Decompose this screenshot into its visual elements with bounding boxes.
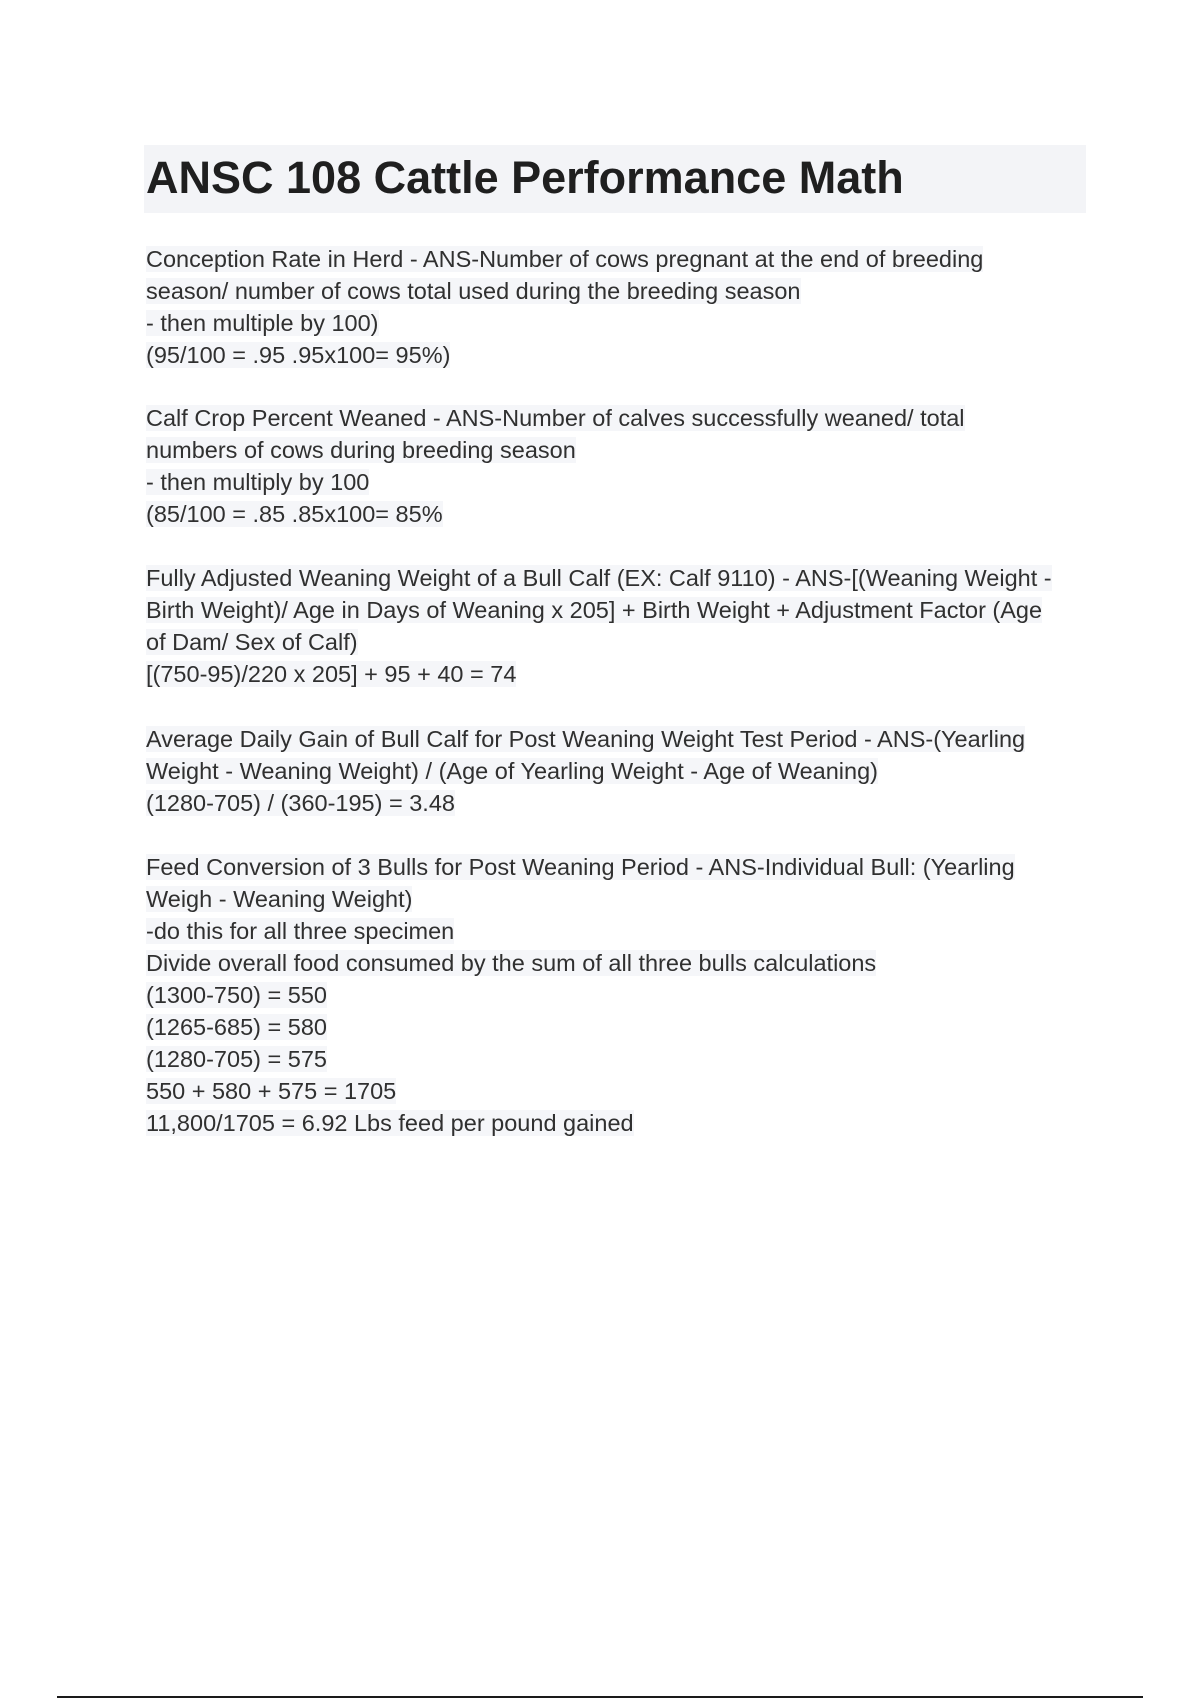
- entry-text-line: of Dam/ Sex of Calf): [146, 629, 358, 655]
- entry-text-line: Weight - Weaning Weight) / (Age of Yearling Weight - Age of Weaning): [146, 758, 878, 784]
- entry-text-line: Divide overall food consumed by the sum of all three bulls calculations: [146, 950, 877, 976]
- entry-text-line: Feed Conversion of 3 Bulls for Post Weaning Period - ANS-Individual Bull: (Yearling: [146, 854, 1015, 880]
- entry-text-line: -do this for all three specimen: [146, 918, 455, 944]
- entry-calf-crop-percent: [146, 402, 1090, 530]
- entry-text-line: Conception Rate in Herd - ANS-Number of cows pregnant at the end of breeding: [146, 246, 984, 272]
- entry-text-line: (1280-705) = 575: [146, 1046, 327, 1072]
- entry-text-line: Fully Adjusted Weaning Weight of a Bull Calf (EX: Calf 9110) - ANS-[(Weaning Weight -: [146, 565, 1052, 591]
- document-title: ANSC 108 Cattle Performance Math: [146, 152, 904, 203]
- entry-text-line: Calf Crop Percent Weaned - ANS-Number of calves successfully weaned/ total: [146, 405, 965, 431]
- entry-text-line: - then multiply by 100: [146, 469, 370, 495]
- entry-text-line: Weigh - Weaning Weight): [146, 886, 413, 912]
- entry-feed-conversion: [146, 851, 1090, 1139]
- entry-text-line: (85/100 = .85 .85x100= 85%: [146, 501, 443, 527]
- entry-text-line: Average Daily Gain of Bull Calf for Post Weaning Weight Test Period - ANS-(Yearling: [146, 726, 1026, 752]
- entry-text-line: 550 + 580 + 575 = 1705: [146, 1078, 397, 1104]
- entry-text-line: numbers of cows during breeding season: [146, 437, 576, 463]
- entry-text-line: (95/100 = .95 .95x100= 95%): [146, 342, 451, 368]
- entry-text-line: - then multiple by 100): [146, 310, 379, 336]
- entry-text-line: season/ number of cows total used during the breeding season: [146, 278, 801, 304]
- entry-text-line: (1280-705) / (360-195) = 3.48: [146, 790, 455, 816]
- entry-text-line: 11,800/1705 = 6.92 Lbs feed per pound gained: [146, 1110, 634, 1136]
- entry-text-line: [(750-95)/220 x 205] + 95 + 40 = 74: [146, 661, 517, 687]
- entry-text-line: Birth Weight)/ Age in Days of Weaning x 205] + Birth Weight + Adjustment Factor (Age: [146, 597, 1043, 623]
- entry-average-daily-gain: [146, 723, 1090, 819]
- entry-text-line: (1300-750) = 550: [146, 982, 327, 1008]
- entry-adjusted-weaning-weight: [146, 562, 1090, 690]
- bottom-rule: [57, 1696, 1143, 1698]
- entry-text-line: (1265-685) = 580: [146, 1014, 327, 1040]
- entry-conception-rate: [146, 243, 1090, 371]
